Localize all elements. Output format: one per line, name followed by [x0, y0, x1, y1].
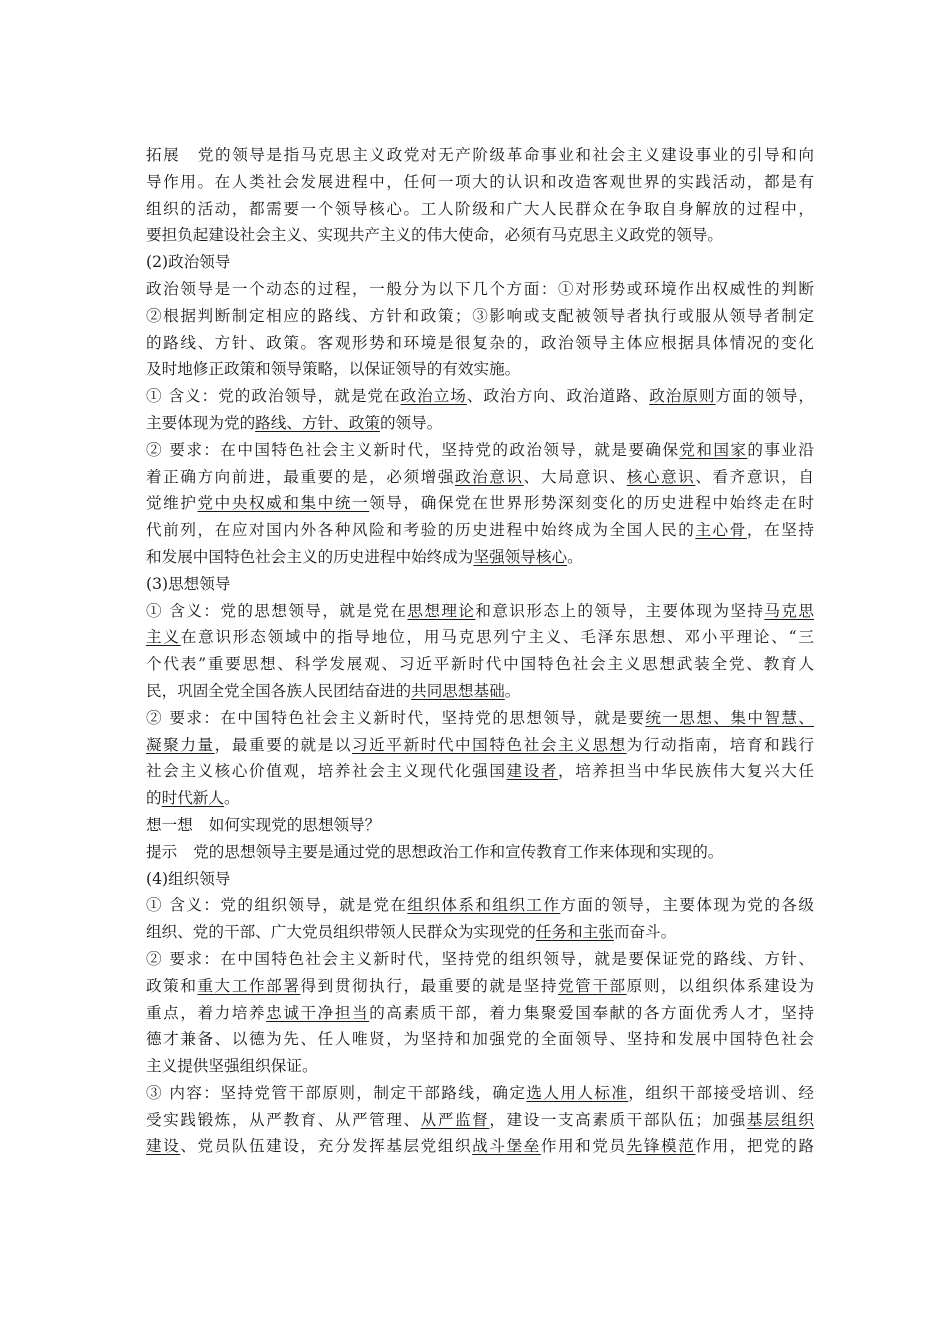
- text: 如何实现党的思想领导？: [208, 815, 381, 834]
- underlined-term: 凝聚力量: [146, 735, 215, 754]
- text: ② 要求：在中国特色社会主义新时代，坚持党的政治领导，就是要确保: [146, 440, 680, 459]
- text: 代前列，在应对国内外各种风险和考验的历史进程中始终成为全国人民的: [146, 521, 696, 540]
- underlined-term: 核心意识: [626, 467, 696, 486]
- text: 方面的领导，主要体现为党的各级: [560, 896, 814, 915]
- text: 的: [146, 789, 162, 808]
- text: 的高素质干部，着力集聚爱国奉献的各方面优秀人才，坚持: [369, 1003, 814, 1022]
- underlined-term: 政治原则: [649, 387, 716, 406]
- underlined-term: 重大工作部署: [197, 976, 301, 995]
- text-line: 及时地修正政策和领导策略，以保证领导的有效实施。: [146, 360, 521, 379]
- text: ① 含义：党的思想领导，就是党在: [146, 601, 408, 620]
- text: 、政治方向、政治道路、: [466, 387, 650, 406]
- text: 组织、党的干部、广大党员组织带领人民群众为实现党的: [146, 923, 536, 942]
- text: 作用，把党的路: [695, 1137, 814, 1156]
- underlined-term: 政治立场: [400, 387, 467, 406]
- text: 、看齐意识，自: [695, 467, 814, 486]
- heading-ideological-leadership: (3)思想领导: [146, 574, 231, 593]
- text: 而奋斗。: [613, 923, 677, 942]
- underlined-term: 建设者: [506, 762, 559, 781]
- paragraph-organizational-content: [146, 1080, 814, 1160]
- text: 和发展中国特色社会主义的历史进程中始终成为: [146, 547, 474, 566]
- underlined-term: 战斗堡垒: [472, 1137, 541, 1156]
- underlined-term: 建设: [146, 1137, 181, 1156]
- underlined-term: 共同思想基础: [411, 681, 505, 700]
- text: 作用和党员: [540, 1137, 627, 1156]
- document-body: [146, 142, 814, 1160]
- text: 得到贯彻执行，最重要的就是坚持: [300, 976, 558, 995]
- underlined-term: 政治意识: [455, 467, 524, 486]
- text: ，在坚持: [746, 521, 814, 540]
- text-line: ② 要求：在中国特色社会主义新时代，坚持党的组织领导，就是要保证党的路线、方针、: [146, 949, 814, 968]
- text: ③ 内容：坚持党管干部原则，制定干部路线，确定: [146, 1083, 527, 1102]
- text-line: 德才兼备、以德为先、任人唯贤，为坚持和加强党的全面领导、坚持和发展中国特色社会: [146, 1030, 814, 1049]
- text: 社会主义核心价值观，培养社会主义现代化强国: [146, 762, 507, 781]
- underlined-term: 选人用人标准: [526, 1083, 629, 1102]
- underlined-term: 党和国家: [679, 440, 748, 459]
- text-line: ②根据判断制定相应的路线、方针和政策；③影响或支配被领导者执行或服从领导者制定: [146, 306, 814, 325]
- underlined-term: 先锋模范: [626, 1137, 696, 1156]
- underlined-term: 组织体系和组织工作: [407, 896, 561, 915]
- underlined-term: 从严监督: [420, 1110, 490, 1129]
- underlined-term: 党管干部: [558, 976, 627, 995]
- text: 。: [504, 681, 521, 700]
- text: ，最重要的就是以: [214, 735, 353, 754]
- paragraph-organizational-requirement: [146, 946, 814, 1080]
- text: 领导，确保党在世界形势深刻变化的历史进程中始终走在时: [369, 494, 814, 513]
- label-extension: 拓展: [146, 146, 181, 164]
- text: ① 含义：党的政治领导，就是党在: [146, 387, 401, 406]
- text-line: 要担负起建设社会主义、实现共产主义的伟大使命，必须有马克思主义政党的领导。: [146, 226, 723, 245]
- text: 。: [567, 547, 583, 566]
- paragraph-political-intro: [146, 276, 814, 383]
- text: ① 含义：党的组织领导，就是党在: [146, 896, 408, 915]
- text: 受实践锻炼，从严教育、从严管理、: [146, 1110, 421, 1129]
- text: 。: [224, 789, 240, 808]
- underlined-term: 主心骨: [695, 521, 747, 540]
- think-question: [146, 812, 814, 839]
- underlined-term: 主义: [146, 628, 181, 647]
- paragraph-ideological-meaning: [146, 598, 814, 705]
- text: ，组织干部接受培训、经: [628, 1083, 814, 1102]
- underlined-term: 习近平新时代中国特色社会主义思想: [352, 735, 627, 754]
- paragraph-ideological-requirement: [146, 705, 814, 812]
- text: ，建设一支高素质干部队伍；加强: [489, 1110, 747, 1129]
- text: 重点，着力培养: [146, 1003, 267, 1022]
- underlined-term: 马克思: [764, 601, 814, 620]
- text: 和意识形态上的领导，主要体现为坚持: [475, 601, 765, 620]
- text-line: 导作用。在人类社会发展进程中，任何一项大的认识和改造客观世界的实践活动，都是有: [146, 172, 814, 191]
- text: ② 要求：在中国特色社会主义新时代，坚持党的思想领导，就是要: [146, 708, 646, 727]
- label-hint: 提示: [146, 842, 178, 861]
- text: 、大局意识、: [523, 467, 627, 486]
- text-line: 政治领导是一个动态的过程，一般分为以下几个方面：①对形势或环境作出权威性的判断: [146, 279, 814, 298]
- text: 着正确方向前进，最重要的是，必须增强: [146, 467, 455, 486]
- text: 政策和: [146, 976, 198, 995]
- text: 原则，以组织体系建设为: [626, 976, 814, 995]
- underlined-term: 时代新人: [161, 789, 224, 808]
- text-line: 党的领导是指马克思主义政党对无产阶级革命事业和社会主义建设事业的引导和向: [196, 146, 814, 164]
- underlined-term: 基层组织: [746, 1110, 814, 1129]
- text-line: 个代表”重要思想、科学发展观、习近平新时代中国特色社会主义思想武装全党、教育人: [146, 655, 814, 674]
- text: 的领导。: [379, 413, 443, 432]
- underlined-term: 思想理论: [407, 601, 476, 620]
- text: 民，巩固全党全国各族人民团结奋进的: [146, 681, 412, 700]
- text-line: 组织的活动，都需要一个领导核心。工人阶级和广大人民群众在争取自身解放的过程中，: [146, 199, 814, 218]
- paragraph-political-requirement: [146, 437, 814, 571]
- text: 、党员队伍建设，充分发挥基层党组织: [180, 1137, 473, 1156]
- text: 方面的领导，: [715, 387, 814, 406]
- text: 的事业沿: [747, 440, 814, 459]
- text-line: 的路线、方针、政策。客观形势和环境是很复杂的，政治领导主体应根据具体情况的变化: [146, 333, 814, 352]
- label-think: 想一想: [146, 815, 193, 834]
- underlined-term: 坚强领导核心: [473, 547, 568, 566]
- paragraph-political-meaning: [146, 383, 814, 437]
- underlined-term: 党中央权威和集中统一: [197, 494, 370, 513]
- text-line: 主义提供坚强组织保证。: [146, 1057, 318, 1076]
- text: 党的思想领导主要是通过党的思想政治工作和宣传教育工作来体现和实现的。: [193, 842, 724, 861]
- paragraph-extension: [146, 142, 814, 249]
- underlined-term: 任务和主张: [535, 923, 614, 942]
- text: ，培养担当中华民族伟大复兴大任: [558, 762, 814, 781]
- heading-organizational-leadership: (4)组织领导: [146, 869, 231, 888]
- text: 在意识形态领域中的指导地位，用马克思列宁主义、毛泽东思想、邓小平理论、“三: [180, 628, 814, 647]
- text: 为行动指南，培育和践行: [626, 735, 814, 754]
- text: 主要体现为党的: [146, 413, 256, 432]
- underlined-term: 路线、方针、政策: [255, 413, 380, 432]
- paragraph-organizational-meaning: [146, 892, 814, 946]
- heading-political-leadership: (2)政治领导: [146, 253, 231, 272]
- text: 觉维护: [146, 494, 198, 513]
- hint-answer: [146, 839, 814, 866]
- underlined-term: 忠诚干净担当: [266, 1003, 370, 1022]
- underlined-term: 统一思想、集中智慧、: [645, 708, 814, 727]
